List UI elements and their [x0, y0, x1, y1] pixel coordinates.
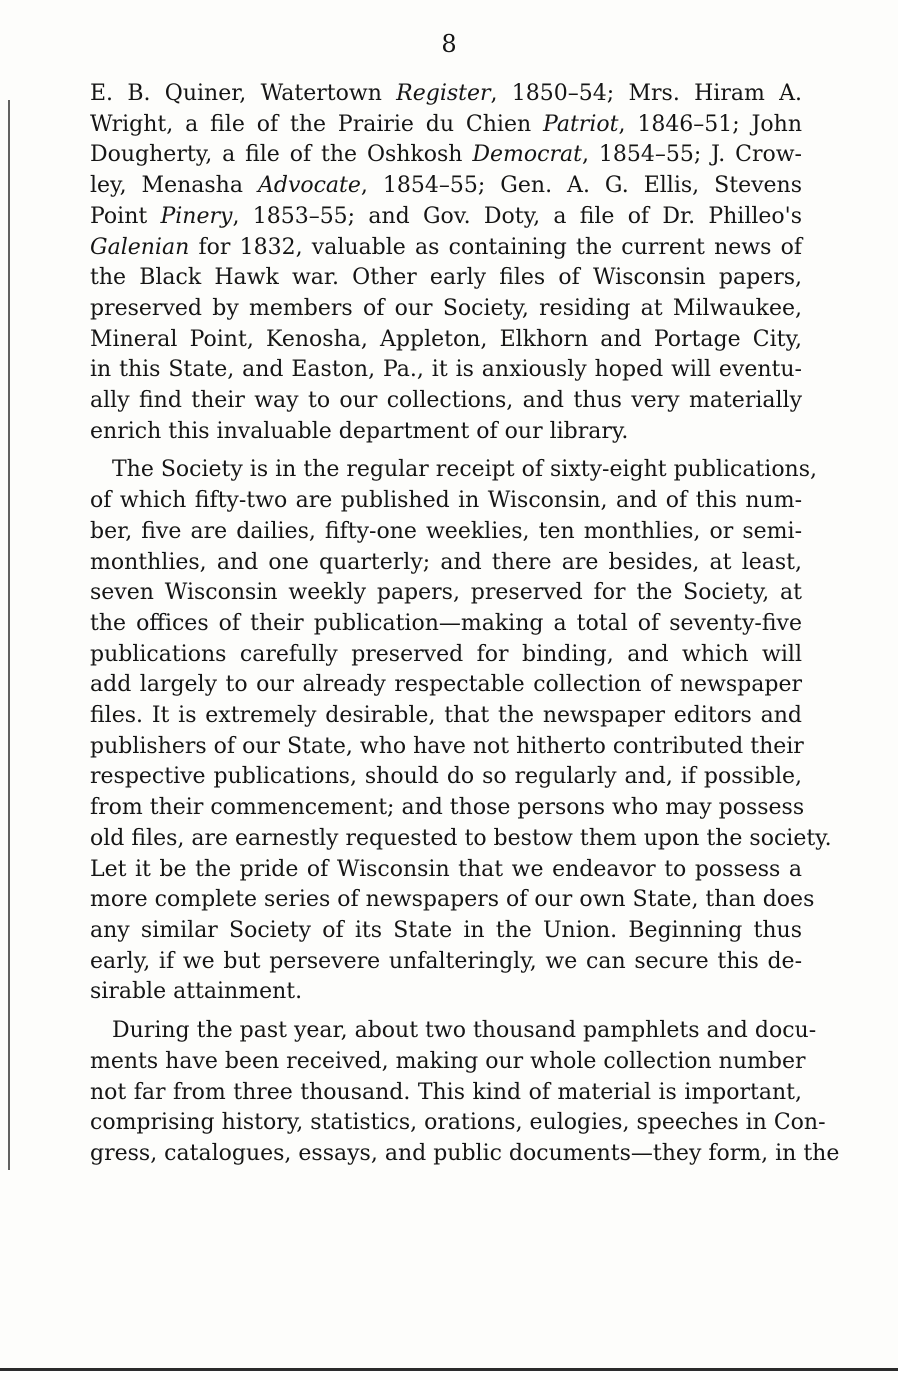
text-line: from their commencement; and those persons who may possess	[90, 795, 805, 821]
body-text	[90, 79, 840, 1170]
text-line: publications carefully preserved for binding, and which will	[90, 641, 802, 667]
newspaper-title: Democrat	[472, 142, 582, 168]
text-line: ley, Menasha Advocate, 1854–55; Gen. A. G. Ellis, Stevens	[90, 173, 803, 199]
text-line: the Black Hawk war. Other early files of Wisconsin papers,	[90, 265, 802, 291]
paragraph-gap	[90, 1008, 802, 1016]
newspaper-title: Pinery	[160, 203, 233, 229]
text-line: Point Pinery, 1853–55; and Gov. Doty, a file of Dr. Philleo's	[90, 203, 802, 229]
text-line: add largely to our already respectable collection of newspaper	[90, 672, 802, 698]
text-line: sirable attainment.	[90, 979, 303, 1005]
text-line: more complete series of newspapers of our own State, than does	[90, 887, 815, 913]
text-line: E. B. Quiner, Watertown Register, 1850–54; Mrs. Hiram A.	[90, 81, 802, 106]
text-line: not far from three thousand. This kind of material is important,	[90, 1079, 802, 1105]
paragraph-gap	[90, 447, 802, 455]
text-line: of which fifty-two are published in Wisconsin, and of this num-	[90, 488, 802, 514]
text-line: During the past year, about two thousand pamphlets and docu-	[112, 1018, 817, 1044]
text-line: any similar Society of its State in the Union. Beginning thus	[90, 917, 802, 943]
text-line: Wright, a file of the Prairie du Chien Patriot, 1846–51; John	[90, 111, 802, 137]
text-line: files. It is extremely desirable, that the newspaper editors and	[90, 703, 802, 729]
text-line: Let it be the pride of Wisconsin that we endeavor to possess a	[90, 856, 802, 882]
text-line: The Society is in the regular receipt of sixty-eight publications,	[112, 457, 818, 483]
text-line: Dougherty, a file of the Oshkosh Democrat, 1854–55; J. Crow-	[90, 142, 802, 168]
text-line: early, if we but persevere unfalteringly, we can secure this de-	[90, 948, 802, 974]
text-line: gress, catalogues, essays, and public documents—they form, in the	[90, 1140, 840, 1166]
text-line: old files, are earnestly requested to bestow them upon the society.	[90, 825, 832, 851]
text-line: monthlies, and one quarterly; and there are besides, at least,	[90, 549, 802, 575]
text-line: ber, five are dailies, fifty-one weeklies, ten monthlies, or semi-	[90, 518, 802, 544]
text-line: Galenian for 1832, valuable as containing the current news of	[90, 234, 802, 260]
bottom-edge-line	[0, 1368, 898, 1371]
text-line: respective publications, should do so regularly and, if possible,	[90, 764, 802, 790]
newspaper-title: Advocate	[257, 173, 361, 199]
text-line: comprising history, statistics, orations, eulogies, speeches in Con-	[90, 1110, 826, 1136]
newspaper-title: Patriot	[543, 111, 619, 137]
text-line: the offices of their publication—making a total of seventy-five	[90, 610, 802, 636]
text-line: enrich this invaluable department of our library.	[90, 418, 629, 444]
text-line: in this State, and Easton, Pa., it is anxiously hoped will eventu-	[90, 357, 802, 383]
newspaper-title: Register	[396, 81, 491, 106]
newspaper-title: Galenian	[90, 234, 190, 260]
binding-edge-line	[8, 100, 10, 1170]
text-line: seven Wisconsin weekly papers, preserved for the Society, at	[90, 580, 802, 606]
text-line: publishers of our State, who have not hitherto contributed their	[90, 733, 804, 759]
page-number: 8	[441, 30, 457, 58]
text-line: preserved by members of our Society, residing at Milwaukee,	[90, 295, 802, 321]
text-line: Mineral Point, Kenosha, Appleton, Elkhorn and Portage City,	[90, 326, 802, 352]
text-line: ally find their way to our collections, and thus very materially	[90, 388, 802, 414]
text-line: ments have been received, making our whole collection number	[90, 1048, 806, 1074]
